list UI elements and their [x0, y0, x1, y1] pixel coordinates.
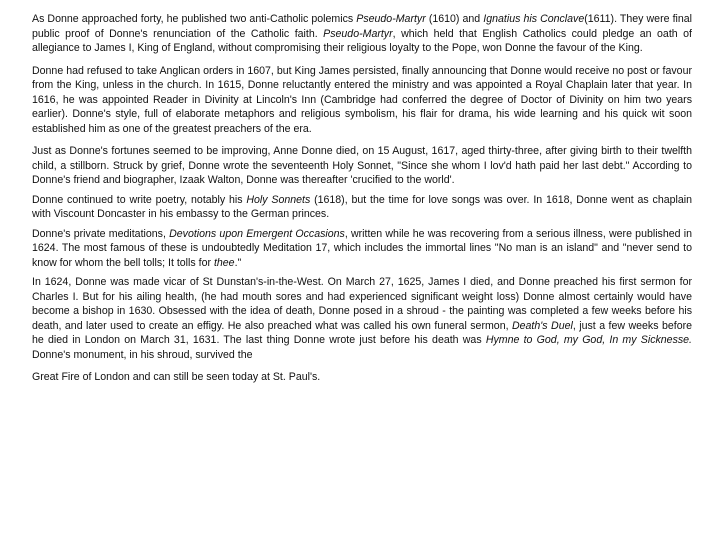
- italic-title-text: thee: [213, 256, 235, 269]
- paragraph-text: (1610) and: [425, 13, 484, 25]
- paragraph-text: As Donne approached forty, he published two anti-Catholic polemics: [32, 13, 357, 25]
- paragraph-5: [32, 227, 692, 271]
- paragraph-3: [32, 144, 692, 188]
- paragraph-7: [32, 370, 692, 385]
- paragraph-text: .": [234, 256, 242, 269]
- document-body: [32, 12, 692, 393]
- paragraph-text: Donne continued to write poetry, notably his: [32, 193, 247, 206]
- paragraph-text: Just as Donne's fortunes seemed to be improving, Anne Donne died, on 15 August, 1617, aged thirty-three, after giving birth to their twelfth child, a stillborn. Struck by grief, Donne wrote the seventeenth Holy Sonnet, "Since she whom I lov'd hath paid her last debt." According to Donne's friend and biographer, Izaak Walton, Donne was thereafter 'crucified to the world'.: [32, 145, 692, 186]
- paragraph-text: (1611). They were final public proof of Donne's renunciation of the Catholic faith.: [32, 13, 693, 40]
- paragraph-text: (1618), but the time for love songs was over. In 1618, Donne went as chaplain with Viscount Doncaster in his embassy to the German princes.: [32, 193, 692, 220]
- paragraph-text: In 1624, Donne was made vicar of St Dunstan's-in-the-West. On March 27, 1625, James I died, and Donne preached his first sermon for Charles I. But for his ailing health, (he had mouth sores and had experienced significant weight loss) Donne almost certainly would have become a bishop in 1630. Obsessed with the idea of death, Donne posed in a shroud - the painting was completed a few weeks before his death, and later used to create an effigy. He also preached what was called his own funeral sermon,: [32, 276, 692, 332]
- italic-title-text: Ignatius his Conclave: [483, 13, 585, 25]
- paragraph-text: , just a few weeks before he died in London on March 31, 1631. The last thing Donne wrote just before his death was: [32, 319, 693, 346]
- paragraph-text: Donne had refused to take Anglican orders in 1607, but King James persisted, finally announcing that Donne would receive no post or favour from the King, unless in the church. In 1615, Donne reluctantly entered the ministry and was appointed a Royal Chaplain later that year. In 1616, he was appointed Reader in Divinity at Lincoln's Inn (Cambridge had conferred the degree of Doctor of Divinity on him two years earlier). Donne's style, full of elaborate metaphors and religious symbolism, his flair for drama, his wide learning and his quick wit soon established him as one of the greatest preachers of the era.: [32, 64, 692, 135]
- italic-title-text: Pseudo-Martyr: [356, 13, 426, 25]
- paragraph-2: [32, 64, 692, 137]
- italic-title-text: Hymne to God, my God, In my Sicknesse.: [485, 334, 692, 346]
- paragraph-text: Great Fire of London and can still be seen today at St. Paul's.: [32, 371, 321, 383]
- paragraph-1: [32, 12, 692, 56]
- paragraph-text: , which held that English Catholics could pledge an oath of allegiance to James I, King of England, without compromising their religious loyalty to the Pope, won Donne the favour of the King.: [32, 27, 692, 54]
- paragraph-text: , written while he was recovering from a serious illness, were published in 1624. The most famous of these is undoubtedly Meditation 17, which includes the immortal lines "No man is an island" and "never send to know for whom the bell tolls; It tolls for: [32, 227, 692, 269]
- paragraph-text: Donne's monument, in his shroud, survived the: [32, 348, 253, 361]
- paragraph-text: Donne's private meditations,: [32, 227, 170, 240]
- italic-title-text: Pseudo-Martyr: [323, 27, 393, 40]
- italic-title-text: Devotions upon Emergent Occasions: [169, 227, 345, 240]
- italic-title-text: Death's Duel: [512, 319, 573, 332]
- paragraph-4: [32, 193, 692, 222]
- paragraph-6: [32, 275, 692, 362]
- italic-title-text: Holy Sonnets: [246, 193, 311, 206]
